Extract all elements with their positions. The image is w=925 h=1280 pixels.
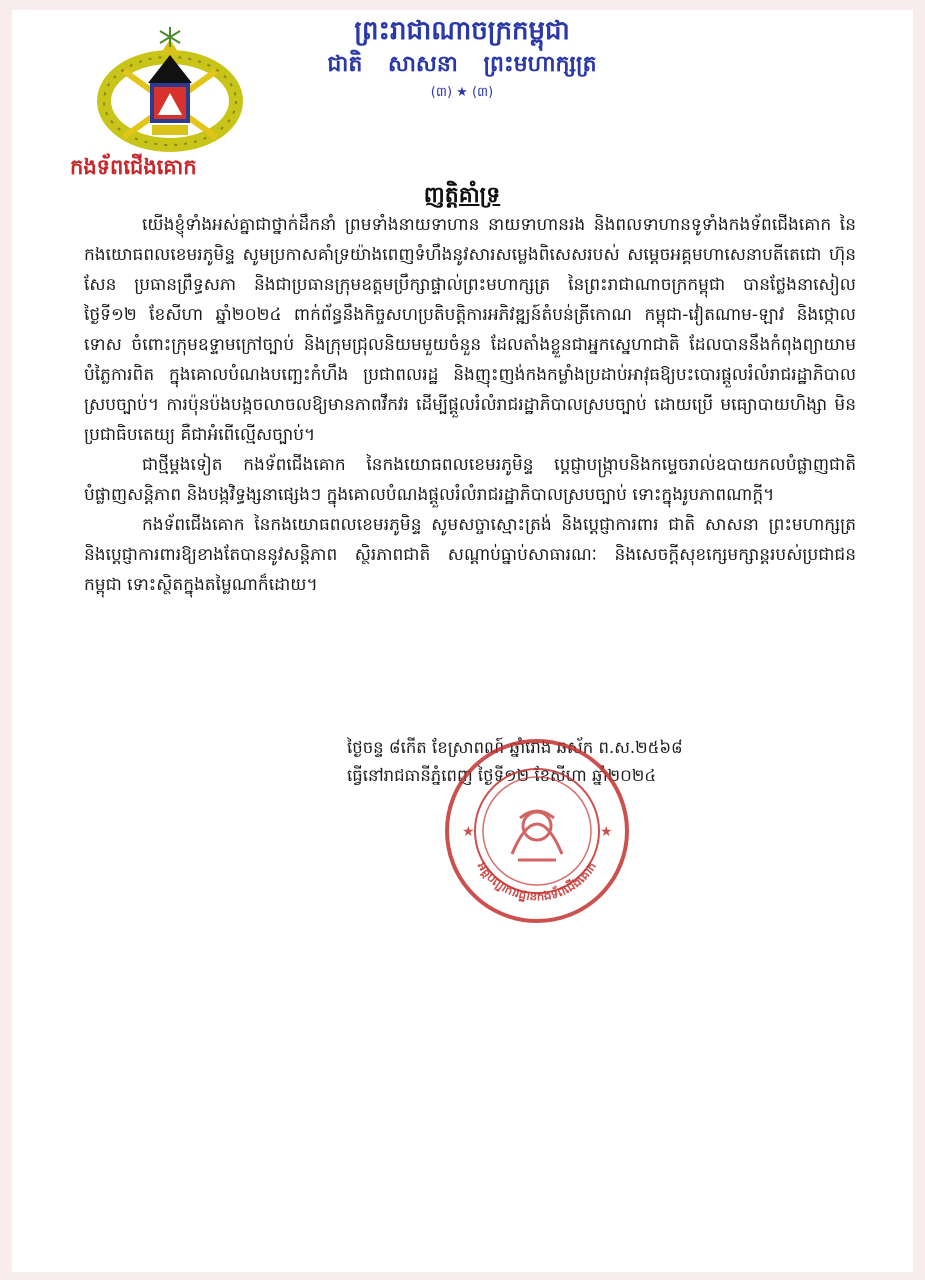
kingdom-heading: ព្រះរាជាណាចក្រកម្ពុជា	[354, 16, 570, 46]
official-seal-icon	[440, 734, 634, 928]
body-paragraph: យើងខ្ញុំទាំងអស់គ្នាជាថ្នាក់ដឹកនាំ ព្រមទាំងនាយទាហាន នាយទាហានរង និងពលទាហានទូទាំងកងទ័ពជើងគោក នៃកងយោធពលខេមរភូមិន្ទ សូមប្រកាសគាំទ្រយ៉ាងពេញទំហឹងនូវសារសម្លេងពិសេសរបស់ សម្តេចអគ្គមហាសេនាបតីតេជោ ហ៊ុន សែន ប្រធានព្រឹទ្ធសភា និងជាប្រធានក្រុមឧត្តមប្រឹក្សាផ្ទាល់ព្រះមហាក្សត្រ នៃព្រះរាជាណាចក្រកម្ពុជា បានថ្លែងនាសៀលថ្ងៃទី១២ ខែសីហា ឆ្នាំ២០២៤ ពាក់ព័ន្ធនឹងកិច្ចសហប្រតិបត្តិការអភិវឌ្ឍន៍តំបន់ត្រីកោណ កម្ពុជា-វៀតណាម-ឡាវ និងថ្កោលទោស ចំពោះក្រុមឧទ្ទាមក្រៅច្បាប់ និងក្រុមជ្រុលនិយមមួយចំនួន ដែលតាំងខ្លួនជាអ្នកស្នេហាជាតិ ដែលបាននឹងកំពុងព្យាយាម បំភ្លៃការពិត ក្នុងគោលបំណងបញ្ឆេះកំហឹង ប្រជាពលរដ្ឋ និងញុះញង់កងកម្លាំងប្រដាប់អាវុធឱ្យបះបោរផ្តួលរំលំរាជរដ្ឋាភិបាលស្របច្បាប់។ ការប៉ុនប៉ងបង្កចលាចលឱ្យមានភាពវឹកវរ ដើម្បីផ្តួលរំលំរាជរដ្ឋាភិបាលស្របច្បាប់ ដោយប្រើ មធ្យោបាយហិង្សា មិនប្រជាធិបតេយ្យ គឺជាអំពើល្មើសច្បាប់។	[84, 215, 856, 445]
svg-text:★: ★	[462, 824, 475, 840]
army-emblem-icon	[94, 25, 246, 155]
body-paragraph: ជាថ្មីម្តងទៀត កងទ័ពជើងគោក នៃកងយោធពលខេមរភូមិន្ទ ប្តេជ្ញាបង្ក្រាបនិងកម្ទេចរាល់ឧបាយកលបំផ្លាញជាតិ បំផ្លាញសន្តិភាព និងបង្កវិទ្ធង្សនាផ្សេងៗ ក្នុងគោលបំណងផ្តួលរំលំរាជរដ្ឋាភិបាលស្របច្បាប់ ទោះក្នុងរូបភាពណាក្តី។	[84, 455, 856, 505]
national-motto: ជាតិ សាសនា ព្រះមហាក្សត្រ	[327, 52, 597, 77]
seal-inscription: អគ្គបញ្ជាការដ្ឋានកងទ័ពជើងគោក	[474, 859, 600, 904]
lunar-date: ថ្ងៃចន្ទ ៨កើត ខែស្រាពណ៍ ឆ្នាំរោង ឆស័ក ព.ស.២៥៦៨	[347, 738, 683, 757]
header-ornament: (៣) ★ (៣)	[430, 85, 494, 100]
body-paragraph: កងទ័ពជើងគោក នៃកងយោធពលខេមរភូមិន្ទ សូមសច្ចាស្មោះត្រង់ និងប្តេជ្ញាការពារ ជាតិ សាសនា ព្រះមហាក្សត្រ និងប្តេជ្ញាការពារឱ្យខាងតែបាននូវសន្តិភាព ស្ថិរភាពជាតិ សណ្តាប់ធ្នាប់សាធារណៈ និងសេចក្តីសុខក្សេមក្សាន្តរបស់ប្រជាជនកម្ពុជា ទោះស្ថិតក្នុងតម្លៃណាក៏ដោយ។	[84, 515, 856, 595]
svg-text:អគ្គបញ្ជាការដ្ឋានកងទ័ពជើងគោក	[474, 859, 599, 904]
document-body	[84, 210, 856, 600]
place-and-date: ធ្វើនៅរាជធានីភ្នំពេញ ថ្ងៃទី១២ ខែសីហា ឆ្នាំ២០២៤	[347, 766, 656, 785]
document-title: ញត្តិគាំទ្រ	[423, 183, 501, 208]
svg-text:★: ★	[600, 824, 613, 840]
document-page	[12, 10, 913, 1272]
organization-name: កងទ័ពជើងគោក	[70, 155, 197, 179]
